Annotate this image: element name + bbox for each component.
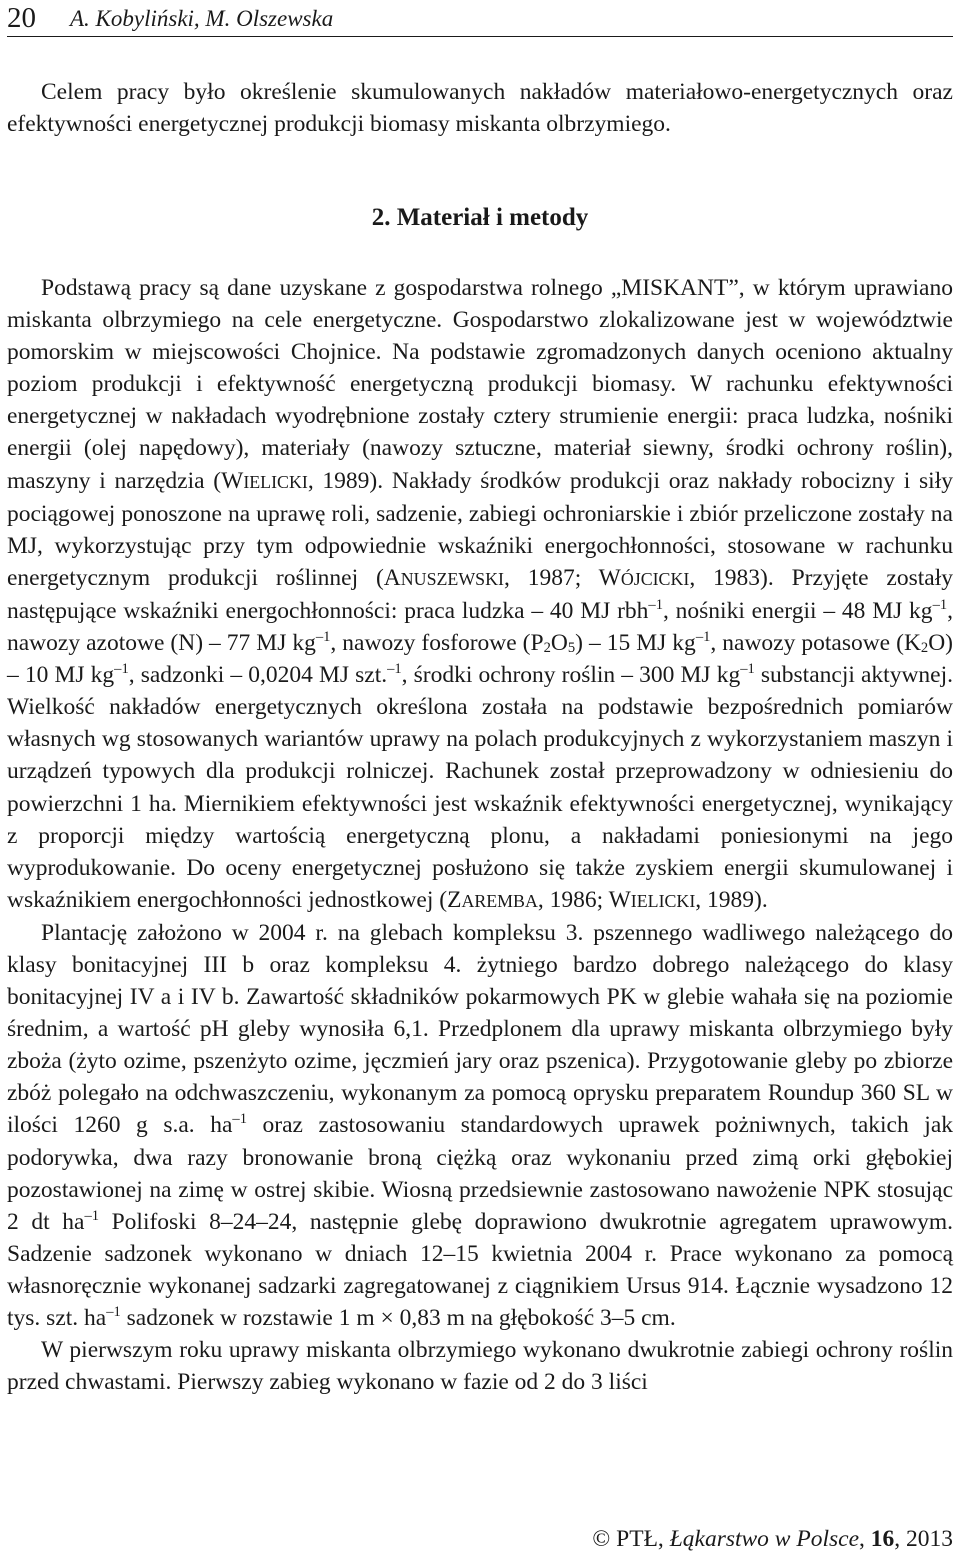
intro-paragraph [7,76,953,140]
body-text [7,272,953,1398]
running-authors: A. Kobyliński, M. Olszewska [70,6,334,31]
paragraph-plantation: Plantację założono w 2004 r. na glebach kompleksu 3. pszennego wadliwego należącego do klasy bonitacyjnej III b oraz kompleksu 4. żytniego bardzo dobrego należącego do klasy bonitacyjnej IV a i IV b. Zawartość składników pokarmowych PK w glebie wahała się na poziomie średnim, a wartość pH gleby wynosiła 6,1. Przedplonem dla uprawy miskanta olbrzymiego były zboża (żyto ozime, pszenżyto ozime, jęczmień jary oraz pszenica). Przygotowanie gleby po zbiorze zbóż polegało na odchwaszczeniu, wykonanym za pomocą oprysku preparatem Roundup 360 SL w ilości 1260 g s.a. $ha^{-1}$ oraz zastosowaniu standardowych uprawek pożniwnych, takich jak podorywka, dwa razy bronowanie broną ciężką oraz wykonaniu przed zimą orki głębokiej pozostawionej na zimę w ostrej skibie. Wiosną przedsiewnie zastosowano nawożenie NPK stosując 2 dt $ha^{-1}$ Polifoski 8–24–24, następnie glebę doprawiono dwukrotnie agregatem uprawowym. Sadzenie sadzonek wykonano w dniach 12–15 kwietnia 2004 r. Prace wykonano za pomocą własnoręcznie wykonanej sadzarki zagregatowanej z ciągnikiem Ursus 914. Łącznie wysadzono 12 tys. szt. $ha^{-1}$ sadzonek w rozstawie 1 m × 0,83 m na głębokość 3–5 cm. [7,919,953,1331]
running-header [7,0,953,37]
section-title: 2. Materiał i metody [371,204,589,231]
paragraph-protection: W pierwszym roku uprawy miskanta olbrzymiego wykonano dwukrotnie zabiegi ochrony roślin przed chwastami. Pierwszy zabieg wykonano w fazie od 2 do 3 liści [7,1337,953,1396]
page-number: 20 [7,2,36,34]
intro-text: Celem pracy było określenie skumulowanych nakładów materiałowo-energetycznych oraz efektywności energetycznej produkcji biomasy miskanta olbrzymiego. [7,79,953,137]
volume-number: 16 [870,1526,895,1552]
journal-footer: © PTŁ, Łąkarstwo w Polsce, 16, 2013 [592,1526,953,1552]
journal-name: Łąkarstwo w Polsce [669,1526,859,1552]
paragraph-methods: Podstawą pracy są dane uzyskane z gospodarstwa rolnego „MISKANT”, w którym uprawiano miskanta olbrzymiego na cele energetyczne. Gospodarstwo zlokalizowane jest w województwie pomorskim w miejscowości Chojnice. Na podstawie zgromadzonych danych oceniono aktualny poziom produkcji i efektywność energetyczną produkcji biomasy. W rachunku efektywności energetycznej w nakładach wyodrębnione zostały cztery strumienie energii: praca ludzka, nośniki energii (olej napędowy), materiały (nawozy sztuczne, materiał siewny, środki ochrony roślin), maszyny i narzędzia (WIELICKI, 1989). Nakłady środków produkcji oraz nakłady robocizny i siły pociągowej ponoszone na uprawę roli, sadzenie, zabiegi ochroniarskie i zbiór przeliczone zostały na MJ, wykorzystując przy tym odpowiednie wskaźniki energochłonności, stosowane w rachunku energetycznym produkcji roślinnej (ANUSZEWSKI, 1987; WÓJCICKI, 1983). Przyjęte zostały następujące wskaźniki energochłonności: praca ludzka – 40 MJ rbh$^{-1}$, nośniki energii – 48 MJ $kg^{-1}$, nawozy azotowe (N) – 77 MJ $kg^{-1}$, nawozy fosforowe $(P_2O_5) - 15$ MJ $kg^{-1}$, nawozy potasowe $(K_2O) - 10$ MJ $kg^{-1}$, sadzonki – 0,0204 MJ szt.$^{-1}$, środki ochrony roślin – 300 MJ $kg^{-1}$ substancji aktywnej. Wielkość nakładów energetycznych określona została na podstawie bezpośrednich pomiarów własnych wg stosowanych wariantów uprawy na polach produkcyjnych z wykorzystaniem maszyn i urządzeń typowych dla produkcji rolniczej. Rachunek został przeprowadzony w odniesieniu do powierzchni 1 ha. Miernikiem efektywności jest wskaźnik efektywności energetycznej, wynikający z proporcji między wartością energetyczną plonu, a nakładami poniesionymi na jego wyprodukowanie. Do oceny energetycznej posłużono się także zyskiem energii skumulowanej i wskaźnikiem energochłonności jednostkowej (ZAREMBA, 1986; WIELICKI, 1989). [7,275,954,913]
